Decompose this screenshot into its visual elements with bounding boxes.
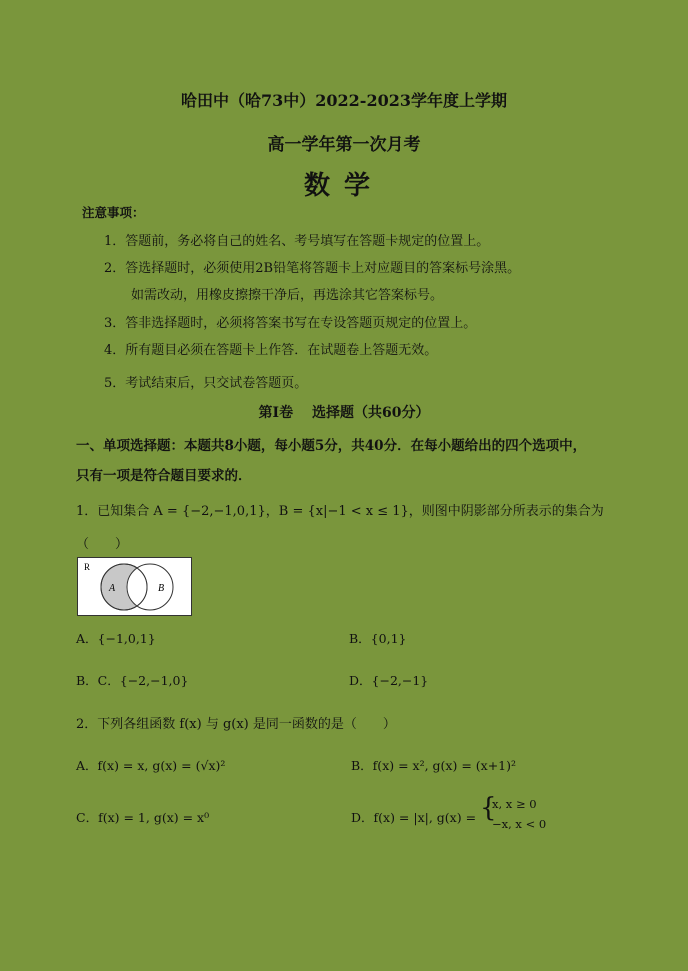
q2-option-a: A．f(x) = x, g(x) = (√x)² xyxy=(76,758,226,773)
q2-option-d-prefix: D．f(x) = |x|, g(x) = xyxy=(351,810,477,825)
note-item: 5．考试结束后，只交试卷答题页。 xyxy=(104,376,308,391)
note-item: 2．答选择题时，必须使用2B铅笔将答题卡上对应题目的答案标号涂黑。 xyxy=(104,261,521,276)
note-item: 1．答题前，务必将自己的姓名、考号填写在答题卡规定的位置上。 xyxy=(104,234,490,249)
q1-option-a: A．{−1,0,1} xyxy=(76,631,156,646)
subject-title: 数学 xyxy=(303,171,384,201)
piecewise-brace: { xyxy=(480,793,497,823)
venn-svg xyxy=(78,558,191,615)
exam-title: 高一学年第一次月考 xyxy=(267,135,421,155)
question-1-stem: 1．已知集合 A = {−2,−1,0,1}，B = {x|−1 < x ≤ 1}，则图中阴影部分所表示的集合为 xyxy=(76,504,604,519)
question-2-stem: 2．下列各组函数 f(x) 与 g(x) 是同一函数的是（ ） xyxy=(76,717,396,732)
section-description: 一、单项选择题：本题共8小题，每小题5分，共40分．在每小题给出的四个选项中， xyxy=(76,438,587,454)
note-item: 4．所有题目必须在答题卡上作答．在试题卷上答题无效。 xyxy=(104,343,438,358)
note-item: 如需改动，用橡皮擦擦干净后，再选涂其它答案标号。 xyxy=(131,288,444,303)
section-title: 第Ⅰ卷 选择题（共60分） xyxy=(258,405,430,421)
question-1-paren: （ ） xyxy=(76,537,129,552)
q1-option-b: B．{0,1} xyxy=(349,631,407,646)
set-b-label: B xyxy=(158,583,165,594)
section-description: 只有一项是符合题目要求的． xyxy=(76,468,252,484)
notes-heading: 注意事项： xyxy=(82,205,145,220)
set-a-label: A xyxy=(109,583,116,594)
q2-option-c: C．f(x) = 1, g(x) = x⁰ xyxy=(76,810,210,825)
q2-option-b: B．f(x) = x², g(x) = (x+1)² xyxy=(351,758,517,773)
note-item: 3．答非选择题时，必须将答案书写在专设答题页规定的位置上。 xyxy=(104,316,477,331)
school-title: 哈田中（哈73中）2022-2023学年度上学期 xyxy=(181,91,507,110)
q2-option-d-case2: −x, x < 0 xyxy=(492,817,547,831)
q1-option-c: B．C．{−2,−1,0} xyxy=(76,673,189,688)
universe-label: R xyxy=(84,562,91,572)
q2-option-d-case1: x, x ≥ 0 xyxy=(492,797,537,811)
venn-diagram xyxy=(77,557,192,616)
q1-option-d: D．{−2,−1} xyxy=(349,673,429,688)
